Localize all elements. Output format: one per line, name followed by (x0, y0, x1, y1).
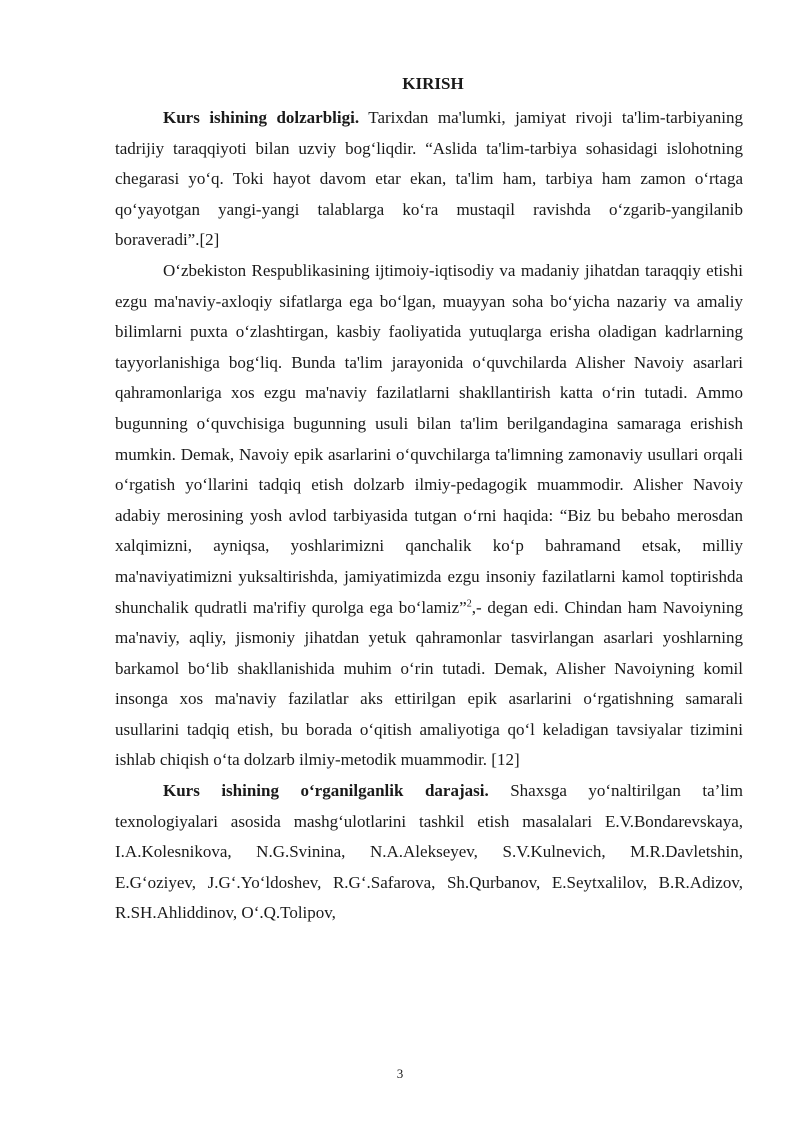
relevance-heading: Kurs ishining dolzarbligi. (163, 108, 360, 127)
paragraph-relevance (115, 103, 743, 256)
uzbekistan-text-before: O‘zbekiston Respublikasining ijtimoiy-iqtisodiy va madaniy jihatdan taraqqiy etishi ezgu ma'naviy-axloqiy sifatlarga ega bo‘lgan, muayyan soha bo‘yicha nazariy va amaliy bilimlarni puxta o‘zlashtirgan, kasbiy faoliyatida yutuqlarga erisha oladigan kadrlarning tayyorlanishiga bog‘liq. Bunda ta'lim jarayonida o‘quvchilarda Alisher Navoiy asarlari qahramonlariga xos ezgu ma'naviy fazilatlarni shakllantirish katta o‘rin tutadi. Ammo bugunning o‘quvchisiga bugunning usuli bilan ta'lim berilgandagina samaraga erishish mumkin. Demak, Navoiy epik asarlarini o‘quvchilarga ta'limning zamonaviy usullari orqali o‘rgatish yo‘llarini tadqiq etish dolzarb ilmiy-pedagogik muammodir. Alisher Navoiy adabiy merosining yosh avlod tarbiyasida tutgan o‘rni haqida: “Biz bu bebaho merosdan xalqimizni, ayniqsa, yoshlarimizni qanchalik ko‘p bahramand etsak, milliy ma'naviyatimizni yuksaltirishda, jamiyatimizda ezgu insoniy fazilatlarni kamol toptirishda shunchalik qudratli ma'rifiy qurolga ega bo‘lamiz” (115, 260, 743, 617)
study-level-text: Shaxsga yo‘naltirilgan ta’lim texnologiyalari asosida mashg‘ulotlarini tashkil etish masalalari E.V.Bondarevskaya, I.A.Kolesnikova, N.G.Svinina, N.A.Alekseyev, S.V.Kulnevich, M.R.Davletshin, E.G‘oziyev, J.G‘.Yo‘ldoshev, R.G‘.Safarova, Sh.Qurbanov, E.Seytxalilov, B.R.Adizov, R.SH.Ahliddinov, O‘.Q.Tolipov, (115, 781, 743, 923)
relevance-text: Tarixdan ma'lumki, jamiyat rivoji ta'lim-tarbiyaning tadrijiy taraqqiyoti bilan uzviy bog‘liqdir. “Aslida ta'lim-tarbiya sohasidagi islohotning chegarasi yo‘q. Toki hayot davom etar ekan, ta'lim ham, tarbiya ham zamon o‘rtaga qo‘yayotgan yangi-yangi talablarga ko‘ra mustaqil ravishda o‘zgarib-yangilanib boraveradi”.[2] (115, 108, 743, 250)
page-title: KIRISH (402, 74, 464, 93)
paragraph-uzbekistan (115, 256, 743, 776)
page-number: 3 (396, 1066, 404, 1081)
footnote-mark: 2 (466, 597, 472, 609)
uzbekistan-text-after: ,- degan edi. Chindan ham Navoiyning ma'naviy, aqliy, jismoniy jihatdan yetuk qahramonlar tasvirlangan asarlari yoshlarning barkamol bo‘lib shakllanishida muhim o‘rin tutadi. Demak, Alisher Navoiyning komil insonga xos ma'naviy fazilatlar aks ettirilgan epik asarlarini o‘rgatishning samarali usullarini tadqiq etish, bu borada o‘qitish amaliyotiga qo‘l keladigan tavsiyalar tizimini ishlab chiqish o‘ta dolzarb ilmiy-metodik muammodir. [12] (115, 597, 743, 770)
study-level-heading: Kurs ishining o‘rganilganlik darajasi. (163, 781, 489, 801)
paragraph-study-level (115, 776, 743, 929)
